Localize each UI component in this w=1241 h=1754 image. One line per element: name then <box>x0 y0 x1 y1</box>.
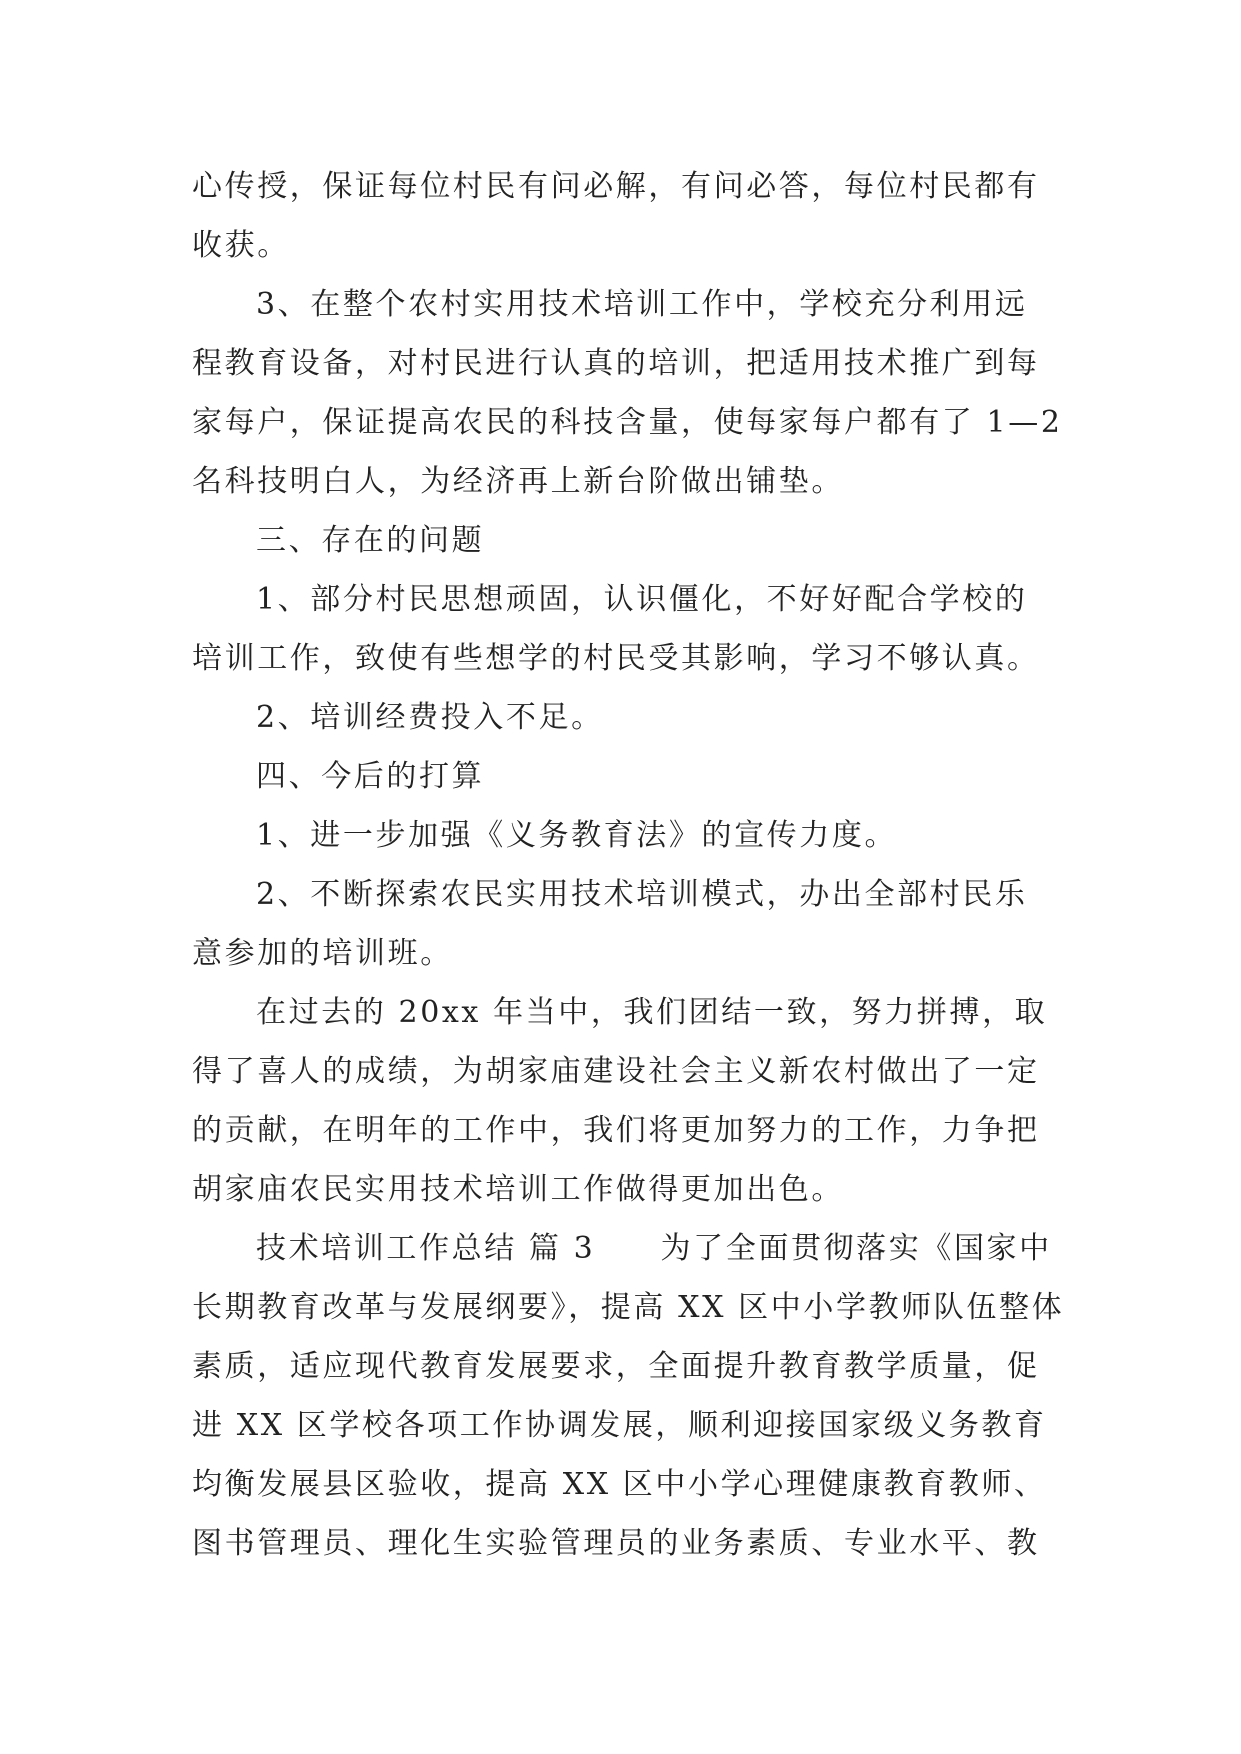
text-line: 三、存在的问题 <box>256 523 485 558</box>
text-line: 程教育设备，对村民进行认真的培训，把适用技术推广到每 <box>192 346 1040 381</box>
text-line: 心传授，保证每位村民有问必解，有问必答，每位村民都有 <box>192 169 1040 204</box>
text-line: 名科技明白人，为经济再上新台阶做出铺垫。 <box>192 464 844 499</box>
text-line: 3、在整个农村实用技术培训工作中，学校充分利用远 <box>256 287 1028 322</box>
text-line: 四、今后的打算 <box>256 759 485 794</box>
text-line: 长期教育改革与发展纲要》，提高 XX 区中小学教师队伍整体 <box>192 1290 1065 1325</box>
text-line: 家每户，保证提高农民的科技含量，使每家每户都有了 1—2 <box>192 405 1063 440</box>
text-line: 素质，适应现代教育发展要求，全面提升教育教学质量，促 <box>192 1349 1040 1384</box>
text-line: 收获。 <box>192 228 290 263</box>
text-line: 技术培训工作总结 篇 3 为了全面贯彻落实《国家中 <box>256 1231 1052 1266</box>
text-line: 1、进一步加强《义务教育法》的宣传力度。 <box>256 818 898 853</box>
text-line: 意参加的培训班。 <box>192 936 453 971</box>
text-line: 2、不断探索农民实用技术培训模式，办出全部村民乐 <box>256 877 1028 912</box>
text-line: 1、部分村民思想顽固，认识僵化，不好好配合学校的 <box>256 582 1028 617</box>
text-line: 胡家庙农民实用技术培训工作做得更加出色。 <box>192 1172 844 1207</box>
text-line: 进 XX 区学校各项工作协调发展，顺利迎接国家级义务教育 <box>192 1408 1047 1443</box>
text-line: 培训工作，致使有些想学的村民受其影响，学习不够认真。 <box>192 641 1040 676</box>
text-line: 图书管理员、理化生实验管理员的业务素质、专业水平、教 <box>192 1526 1040 1561</box>
text-line: 2、培训经费投入不足。 <box>256 700 604 735</box>
text-line: 得了喜人的成绩，为胡家庙建设社会主义新农村做出了一定 <box>192 1054 1040 1089</box>
text-line: 均衡发展县区验收，提高 XX 区中小学心理健康教育教师、 <box>192 1467 1047 1502</box>
text-line: 在过去的 20xx 年当中，我们团结一致，努力拼搏，取 <box>256 995 1048 1030</box>
text-line: 的贡献，在明年的工作中，我们将更加努力的工作，力争把 <box>192 1113 1040 1148</box>
document-body <box>192 157 1067 1573</box>
